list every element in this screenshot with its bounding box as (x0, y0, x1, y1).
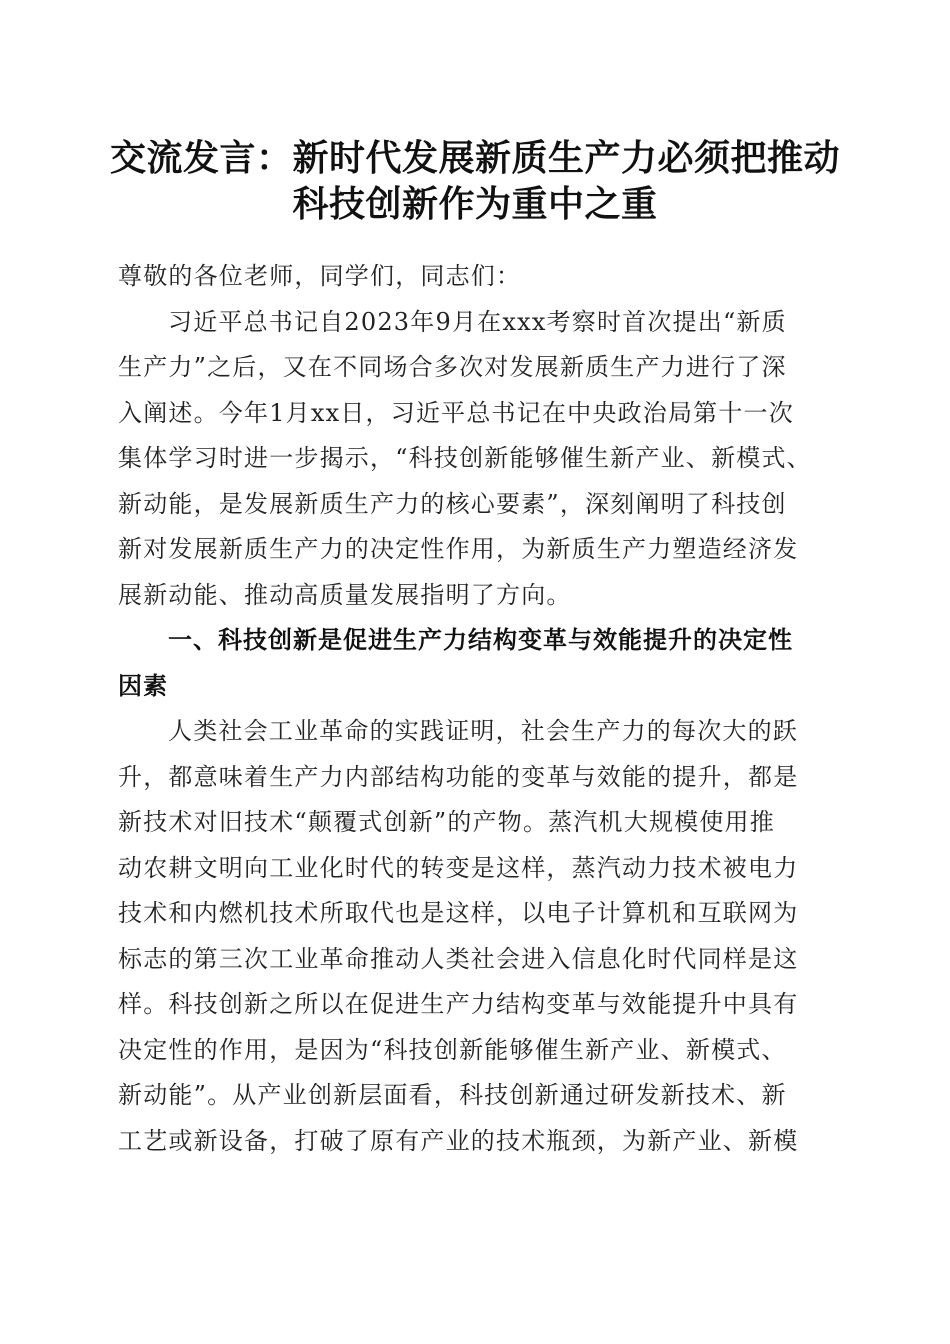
paragraph-2 (118, 709, 830, 1164)
paragraph-line: 新动能，是发展新质生产力的核心要素”，深刻阐明了科技创 (118, 489, 787, 518)
paragraph-line: 标志的第三次工业革命推动人类社会进入信息化时代同样是这 (118, 944, 799, 973)
section-heading-line: 一、科技创新是促进生产力结构变革与效能提升的决定性 (168, 626, 793, 654)
section-heading-line: 因素 (118, 671, 168, 700)
paragraph-line: 展新动能、推动高质量发展指明了方向。 (118, 580, 572, 609)
paragraph-line: 决定性的作用，是因为“科技创新能够催生新产业、新模式、 (118, 1035, 787, 1064)
paragraph-line: 生产力”之后，又在不同场合多次对发展新质生产力进行了深 (118, 353, 787, 381)
title-line-2: 科技创新作为重中之重 (292, 184, 658, 225)
paragraph-line: 入阐述。今年1月xx日，习近平总书记在中央政治局第十一次 (118, 398, 794, 427)
paragraph-line: 习近平总书记自2023年9月在xxx考察时首次提出“新质 (168, 307, 787, 336)
paragraph-line: 样。科技创新之所以在促进生产力结构变革与效能提升中具有 (118, 990, 799, 1018)
paragraph-line: 集体学习时进一步揭示，“科技创新能够催生新产业、新模式、 (118, 444, 812, 472)
paragraph-1 (118, 300, 830, 619)
document-body (118, 254, 830, 1164)
paragraph-line: 人类社会工业革命的实践证明，社会生产力的每次大的跃 (168, 717, 798, 745)
paragraph-line: 技术和内燃机技术所取代也是这样，以电子计算机和互联网为 (118, 899, 799, 927)
section-1-heading (118, 618, 830, 709)
paragraph-line: 新技术对旧技术“颠覆式创新”的产物。蒸汽机大规模使用推 (118, 808, 775, 836)
paragraph-line: 升，都意味着生产力内部结构功能的变革与效能的提升，都是 (118, 762, 799, 791)
title-line-1: 交流发言：新时代发展新质生产力必须把推动 (109, 138, 840, 179)
paragraph-line: 新对发展新质生产力的决定性作用，为新质生产力塑造经济发 (118, 535, 799, 563)
document-title (100, 136, 850, 228)
paragraph-line: 工艺或新设备，打破了原有产业的技术瓶颈，为新产业、新模 (118, 1126, 799, 1155)
greeting: 尊敬的各位老师，同学们，同志们： (118, 262, 522, 290)
paragraph-line: 动农耕文明向工业化时代的转变是这样，蒸汽动力技术被电力 (118, 853, 799, 882)
paragraph-line: 新动能”。从产业创新层面看，科技创新通过研发新技术、新 (118, 1081, 787, 1109)
